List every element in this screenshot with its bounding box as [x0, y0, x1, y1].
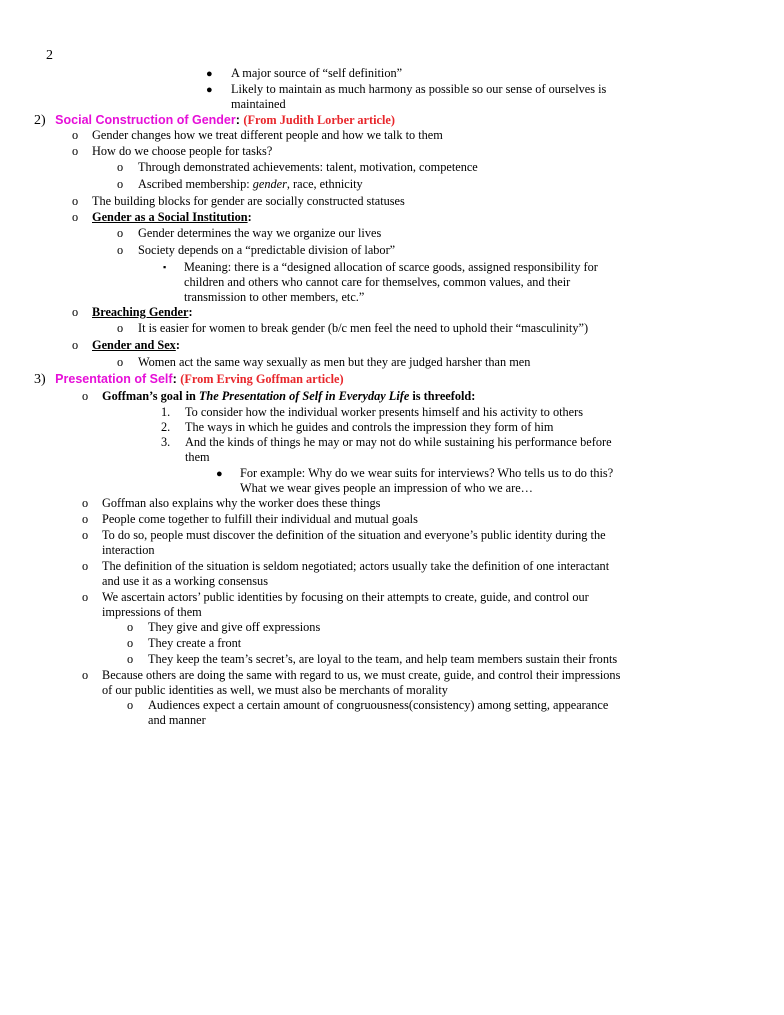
list-item-continuation: of our public identities as well, we must also be merchants of morality: [102, 683, 448, 697]
list-item: A major source of “self definition”: [231, 66, 403, 80]
bullet-marker: ●: [216, 468, 223, 480]
section-source: (From Judith Lorber article): [243, 113, 395, 127]
list-item-continuation: impressions of them: [102, 605, 202, 619]
text-run: is threefold:: [409, 389, 476, 403]
circle-marker: o: [82, 559, 89, 573]
page-number: 2: [46, 48, 53, 63]
list-item: People come together to fulfill their individual and mutual goals: [102, 512, 418, 526]
list-item: To do so, people must discover the definition of the situation and everyone’s public identity during the: [102, 528, 606, 542]
circle-marker: o: [82, 512, 89, 526]
subheading-colon: :: [188, 305, 193, 319]
circle-marker: o: [82, 389, 89, 403]
subheading-title: Breaching Gender: [92, 305, 189, 319]
circle-marker: o: [127, 652, 134, 666]
circle-marker: o: [117, 355, 124, 369]
text-run-italic: gender: [252, 177, 287, 191]
circle-marker: o: [72, 338, 79, 352]
number-marker: 1.: [161, 405, 171, 419]
list-item: The building blocks for gender are socially constructed statuses: [92, 194, 405, 208]
circle-marker: o: [72, 144, 79, 158]
number-marker: 3.: [161, 435, 171, 449]
text-run: , race, ethnicity: [286, 177, 363, 191]
circle-marker: o: [82, 590, 89, 604]
list-item-continuation: children and others who cannot care for themselves, common values, and their: [184, 275, 571, 289]
list-item: They create a front: [148, 636, 242, 650]
list-item: Because others are doing the same with regard to us, we must create, guide, and control their impressions: [102, 668, 621, 682]
circle-marker: o: [117, 321, 124, 335]
list-item: We ascertain actors’ public identities by focusing on their attempts to create, guide, and control our: [102, 590, 589, 604]
section-number: 3): [34, 372, 46, 387]
list-item: Through demonstrated achievements: talent, motivation, competence: [138, 160, 478, 174]
circle-marker: o: [82, 528, 89, 542]
circle-marker: o: [117, 226, 124, 240]
list-item: They give and give off expressions: [148, 620, 321, 634]
circle-marker: o: [127, 620, 134, 634]
bullet-marker: ●: [206, 68, 213, 80]
section-colon: :: [172, 372, 177, 386]
section-2-heading: [34, 113, 395, 128]
list-item-continuation: transmission to other members, etc.”: [184, 290, 365, 304]
list-item: Audiences expect a certain amount of congruousness(consistency) among setting, appearance: [148, 698, 609, 712]
list-item: For example: Why do we wear suits for interviews? Who tells us to do this?: [240, 466, 614, 480]
text-run: Goffman’s goal in: [102, 389, 199, 403]
circle-marker: o: [72, 210, 79, 224]
list-item-continuation: interaction: [102, 543, 155, 557]
list-item: Gender determines the way we organize our lives: [138, 226, 382, 240]
list-item-continuation: them: [185, 450, 210, 464]
circle-marker: o: [117, 160, 124, 174]
list-item: And the kinds of things he may or may not do while sustaining his performance before: [185, 435, 612, 449]
section-title: Social Construction of Gender: [55, 113, 236, 127]
list-item: Goffman also explains why the worker does these things: [102, 496, 381, 510]
text-run-italic: The Presentation of Self in Everyday Life: [198, 389, 410, 403]
section-source: (From Erving Goffman article): [180, 372, 344, 386]
circle-marker: o: [82, 496, 89, 510]
list-item: Gender changes how we treat different people and how we talk to them: [92, 128, 443, 142]
list-item-continuation: and use it as a working consensus: [102, 574, 268, 588]
subheading: [92, 210, 252, 225]
list-item: Women act the same way sexually as men but they are judged harsher than men: [138, 355, 531, 369]
list-item: Meaning: there is a “designed allocation of scarce goods, assigned responsibility for: [184, 260, 598, 274]
list-item: Society depends on a “predictable division of labor”: [138, 243, 396, 257]
section-colon: :: [235, 113, 240, 127]
list-item: The ways in which he guides and controls the impression they form of him: [185, 420, 554, 434]
section-3-heading: [34, 372, 344, 387]
list-item: To consider how the individual worker presents himself and his activity to others: [185, 405, 584, 419]
list-item-continuation: and manner: [148, 713, 206, 727]
square-marker: ▪: [163, 262, 167, 272]
list-item: It is easier for women to break gender (b/c men feel the need to uphold their “masculinity”): [138, 321, 589, 335]
section-title: Presentation of Self: [55, 372, 173, 386]
subheading-colon: :: [247, 210, 252, 224]
list-item-continuation: What we wear gives people an impression of who we are…: [240, 481, 533, 495]
list-item: They keep the team’s secret’s, are loyal to the team, and help team members sustain their fronts: [148, 652, 618, 666]
list-item: How do we choose people for tasks?: [92, 144, 273, 158]
subheading: [92, 338, 180, 353]
circle-marker: o: [72, 194, 79, 208]
circle-marker: o: [72, 128, 79, 142]
subheading-title: Gender and Sex: [92, 338, 176, 352]
circle-marker: o: [117, 177, 124, 191]
list-item: [138, 177, 363, 192]
subheading: [92, 305, 193, 320]
subheading-title: Gender as a Social Institution: [92, 210, 248, 224]
list-item-continuation: maintained: [231, 97, 286, 111]
circle-marker: o: [72, 305, 79, 319]
circle-marker: o: [127, 636, 134, 650]
subheading-colon: :: [175, 338, 180, 352]
number-marker: 2.: [161, 420, 171, 434]
list-item: Likely to maintain as much harmony as possible so our sense of ourselves is: [231, 82, 607, 96]
text-run: Ascribed membership:: [138, 177, 253, 191]
section-number: 2): [34, 113, 46, 128]
bullet-marker: ●: [206, 84, 213, 96]
circle-marker: o: [117, 243, 124, 257]
list-item: [102, 389, 475, 404]
circle-marker: o: [127, 698, 134, 712]
circle-marker: o: [82, 668, 89, 682]
list-item: The definition of the situation is seldom negotiated; actors usually take the definition of one interactant: [102, 559, 610, 573]
